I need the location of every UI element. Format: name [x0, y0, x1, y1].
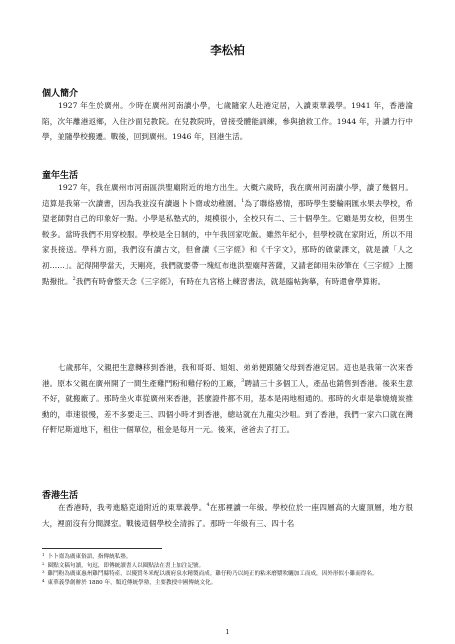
move-to-hk-paragraph: 七歲那年，父親把生意轉移到香港，我和哥哥、姐姐、弟弟便跟隨父母到香港定居。這也是我第一次來香港。原本父親在廣州開了一間生產雞鬥粉和雞仔粉的工廠，$^3$聘請三十多個工人，產品也銷售到香港。後來生意不好，就搬廠了。那時坐火車從廣州來香港，甚麼證件都不用，基本是兩地相通的。那時的火車是靠燒燒炭推動的，車速很慢，差不多要走三、四個小時才到香港，總站就在九龍尖沙咀。到了香港，我們一家六口就在灣仔軒尼斯道地下，租住一個單位，租金是每月一元。後來，爸爸去了打工。: [42, 363, 414, 435]
section-heading-profile: 個人簡介: [42, 89, 79, 99]
footnote-1: $^1$ 卜卜齋為廣東俗語，指傳統私塾。: [42, 552, 132, 560]
page-title: 李松柏: [210, 43, 245, 57]
footnote-3: $^3$ 雞鬥粉為廣東惠州雞鬥縣特產，以優質冬米配以廣府泉水精製而成。雞仔粉乃以純正的粘米磨漿吹曬加工而成，因外形似小雞而得名。: [42, 569, 378, 578]
footnote-4: $^4$ 東華義學創辦於 1880 年，類近傳統學塾，主要教授中國傳統文化。: [42, 577, 217, 586]
footnote-ref-4[interactable]: 4: [206, 503, 210, 508]
footnote-ref-3[interactable]: 3: [241, 378, 245, 384]
footnote-2: $^2$ 圈點文稿句讀，句逗，即傳統讀書人以圈點法在書上加注記號。: [42, 560, 205, 569]
hk-life-paragraph: 在香港時，我考進駱克道附近的東華義學。$^4$在那裡讀一年級。學校位於一座四層高的大廈頂層，地方很大，裡面沒有分間課室。戰後這個學校全清拆了。那時一年級有三、四十名: [42, 503, 413, 528]
section-heading-childhood: 童年生活: [42, 171, 79, 181]
footnote-ref-1[interactable]: 1: [241, 198, 245, 204]
section-heading-hk-life: 香港生活: [42, 491, 79, 501]
footnote-ref-2[interactable]: 2: [72, 276, 76, 282]
footnotes: [42, 553, 413, 587]
childhood-paragraph: 1927 年，我在廣州市河南區洪聖廟附近的地方出生。大概六歲時，我在廣州河南讀小學，讀了幾個月。這算是我第一次讀書，因為我並沒有讀過卜卜齋或幼稚園。$^1$為了聯絡感情，那時學生要輪兩匯水果去學校，希望老師對自己的印象好一點。小學是私塾式的，規模很小，全校只有二、三十個學生。它雖是男女校，但男生較多。當時我們不用穿校服。學校是全日制的，中午我回家吃飯。雖然年紀小，但學校就在家附近，所以不用家長接送。學科方面，我們沒有讀古文，但會讀《三字經》和《千字文》，那時的啟蒙課文，就是讀「人之初……」。記得開學當天，天剛亮，我們就要帶一塊紅布進洪聖廟拜菩薩，又請老師用朱砂筆在《三字經》上圈點撥批。$^2$我們有時會整天念《三字經》，有時在九宮格上練習書法，就是臨帖鉤摹，有時還會學算術。: [42, 183, 414, 286]
profile-paragraph: 1927 年生於廣州。少時在廣州河南讀小學，七歲隨家人赴港定居，入讀東華義學。1941 年，香港淪陷，次年離港返鄉，入住沙面兒教院。在兒教院時，曾接受體能訓練，參與搶救工作。1944 年，升讀力行中學，並隨學校搬遷。戰後，回到廣州。1946 年，回港生活。: [42, 101, 413, 142]
page-number: 1: [225, 628, 230, 636]
footnote-divider: [42, 548, 162, 549]
